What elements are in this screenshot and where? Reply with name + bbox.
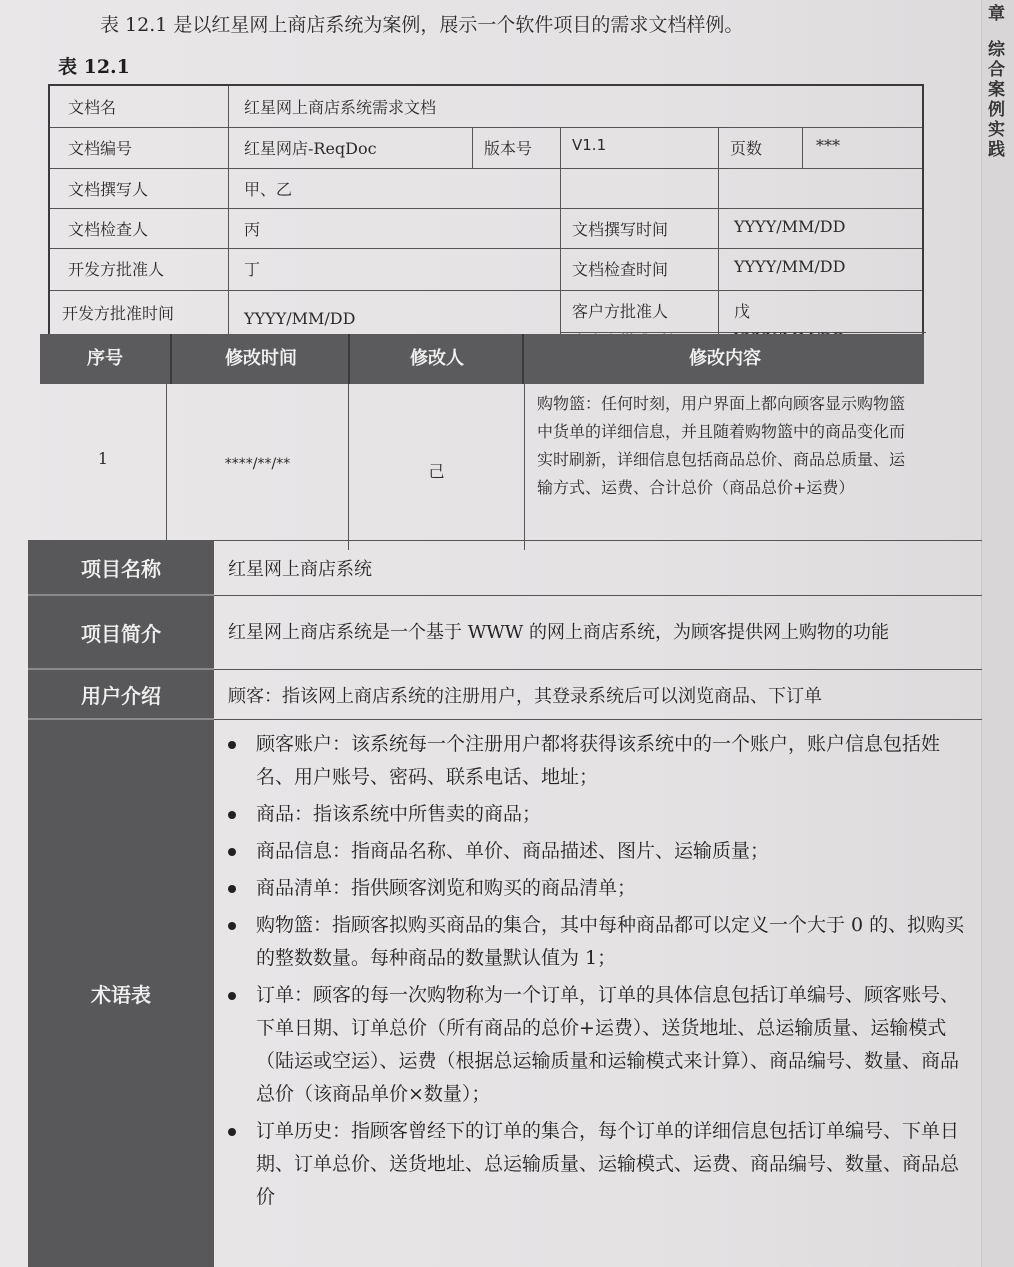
project-table: [28, 540, 982, 1267]
glossary-item-text: 商品清单：指供顾客浏览和购买的商品清单；: [256, 877, 637, 899]
chapter-title-char: 例: [988, 100, 1005, 120]
revision-header-row: [40, 334, 924, 384]
doc-no-value: 红星网店-ReqDoc: [244, 139, 377, 158]
bullet-icon: [228, 992, 236, 1000]
bullet-icon: [228, 848, 236, 856]
pages-value: ***: [816, 136, 840, 155]
user-intro-label: 用户介绍: [28, 670, 214, 720]
dev-approver-value: 丁: [244, 260, 261, 279]
chapter-title-char: 实: [988, 120, 1005, 140]
list-item: [228, 872, 972, 905]
table-caption: 表 12.1: [58, 56, 130, 78]
list-item: [228, 798, 972, 831]
author-label: 文档撰写人: [68, 180, 149, 199]
project-intro-value: 红星网上商店系统是一个基于 WWW 的网上商店系统，为顾客提供网上购物的功能: [214, 596, 982, 670]
client-approver-label: 客户方批准人: [572, 302, 669, 321]
glossary-item-text: 顾客账户：该系统每一个注册用户都将获得该系统中的一个账户，账户信息包括姓名、用户账号、密码、联系电话、地址；: [256, 733, 941, 788]
chapter-title-char: 合: [988, 60, 1005, 80]
revision-table: [40, 334, 924, 550]
col-divider: [472, 127, 473, 168]
list-item: [228, 979, 972, 1111]
doc-name-label: 文档名: [68, 98, 117, 117]
col-divider: [718, 127, 719, 352]
list-item: [228, 909, 972, 975]
revision-no: 1: [97, 449, 109, 468]
pages-label: 页数: [730, 139, 763, 158]
author-value: 甲、乙: [244, 180, 293, 199]
col-divider: [228, 86, 229, 352]
bullet-icon: [228, 741, 236, 749]
revision-time: ****/**/**: [166, 384, 348, 550]
author-time-label: 文档撰写时间: [572, 220, 669, 239]
client-approver-value: 戊: [734, 302, 751, 321]
bullet-icon: [228, 1128, 236, 1136]
bullet-icon: [228, 922, 236, 930]
project-name-value: 红星网上商店系统: [214, 540, 982, 596]
header-time: 修改时间: [170, 334, 350, 384]
glossary-label: 术语表: [28, 720, 214, 1267]
header-no: 序号: [87, 348, 123, 369]
chapter-title-char: 案: [988, 80, 1005, 100]
dev-approve-time-label: 开发方批准时间: [62, 304, 175, 323]
doc-name-value: 红星网上商店系统需求文档: [244, 98, 437, 117]
table-row: [40, 384, 924, 550]
author-time-value: YYYY/MM/DD: [734, 217, 846, 236]
row-divider: [50, 168, 922, 169]
version-label: 版本号: [484, 139, 533, 158]
glossary-item-text: 商品信息：指商品名称、单价、商品描述、图片、运输质量；: [256, 840, 770, 862]
row-divider: [50, 290, 922, 291]
col-divider: [802, 127, 803, 168]
header-content: 修改内容: [522, 334, 926, 384]
check-time-label: 文档检查时间: [572, 260, 669, 279]
project-intro-label: 项目简介: [28, 596, 214, 670]
project-name-label: 项目名称: [28, 540, 214, 596]
list-item: [228, 835, 972, 868]
chapter-title-char: 综: [988, 40, 1005, 60]
glossary-item-text: 商品：指该系统中所售卖的商品；: [256, 803, 542, 825]
chapter-side-strip: [981, 0, 1014, 1267]
revision-content: 购物篮：任何时刻，用户界面上都向顾客显示购物篮中货单的详细信息，并且随着购物篮中的商品变化而实时刷新，详细信息包括商品总价、商品总质量、运输方式、运费、合计总价（商品总价+运费）: [524, 384, 924, 550]
user-intro-value: 顾客：指该网上商店系统的注册用户，其登录系统后可以浏览商品、下订单: [214, 670, 982, 720]
doc-no-label: 文档编号: [68, 139, 133, 158]
list-item: [228, 728, 972, 794]
version-value: V1.1: [572, 136, 607, 154]
checker-label: 文档检查人: [68, 220, 149, 239]
col-divider: [560, 127, 561, 352]
bullet-icon: [228, 811, 236, 819]
revision-person: 己: [348, 384, 524, 550]
dev-approve-time-value: YYYY/MM/DD: [244, 309, 356, 328]
chapter-char: 章: [988, 4, 1005, 24]
glossary-item-text: 购物篮：指顾客拟购买商品的集合，其中每种商品都可以定义一个大于 0 的、拟购买的整数数量。每种商品的数量默认值为 1；: [256, 914, 965, 969]
glossary-item-text: 订单历史：指顾客曾经下的订单的集合，每个订单的详细信息包括订单编号、下单日期、订单总价、送货地址、总运输质量、运输模式、运费、商品编号、数量、商品总价: [256, 1120, 960, 1208]
glossary-list: [214, 720, 982, 1267]
glossary-item-text: 订单：顾客的每一次购物称为一个订单，订单的具体信息包括订单编号、顾客账号、下单日期、订单总价（所有商品的总价+运费）、送货地址、总运输质量、运输模式（陆运或空运）、运费（根据总运输质量和运输模式来计算）、商品编号、数量、商品总价（该商品单价×数量）；: [256, 984, 960, 1105]
dev-approver-label: 开发方批准人: [68, 260, 165, 279]
chapter-side-title: [988, 4, 1008, 160]
check-time-value: YYYY/MM/DD: [734, 257, 846, 276]
checker-value: 丙: [244, 220, 261, 239]
bullet-icon: [228, 885, 236, 893]
document-info-table: [48, 84, 924, 354]
intro-sentence: 表 12.1 是以红星网上商店系统为案例，展示一个软件项目的需求文档样例。: [100, 14, 744, 36]
header-person: 修改人: [348, 334, 524, 384]
list-item: [228, 1115, 972, 1214]
chapter-title-char: 践: [988, 140, 1005, 160]
